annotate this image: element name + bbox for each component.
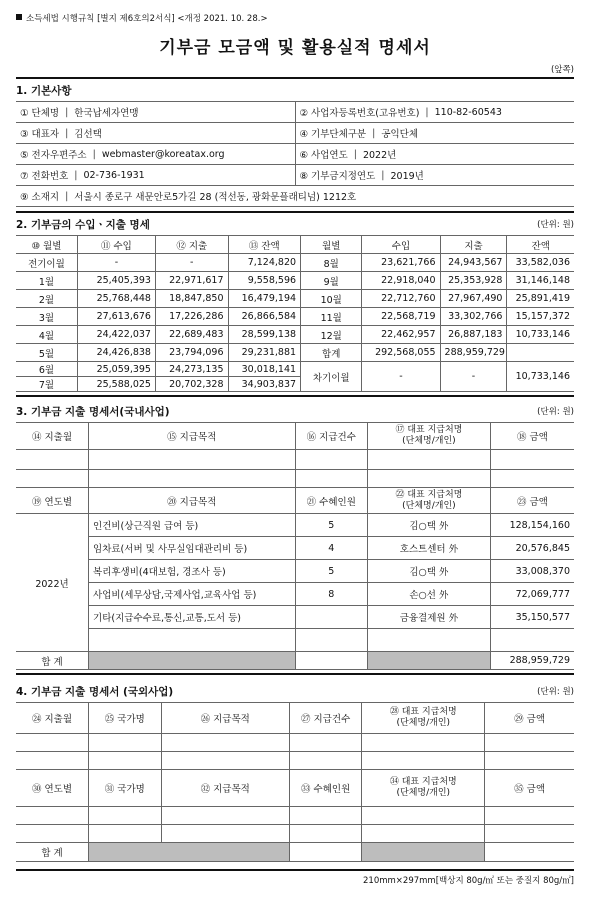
- org-type: 공익단체: [381, 129, 419, 140]
- email: webmaster@koreatax.org: [101, 148, 225, 160]
- phone-label: ⑦ 전화번호: [20, 171, 69, 182]
- address-label: ⑨ 소재지: [20, 192, 60, 203]
- carry-forward-expense: -: [440, 362, 507, 392]
- table-row: 7월 25,588,025 20,702,328 34,903,837: [16, 377, 574, 392]
- domestic-header-row-1: ⑭ 지출월 ⑮ 지급목적 ⑯ 지급건수 ⑰ 대표 지급처명 (단체명/개인) ⑱ 금액: [16, 423, 574, 450]
- domestic-total-row: 합 계 288,959,729: [16, 652, 574, 670]
- table-row: 6월 25,059,395 24,273,135 30,018,141 차기이월 - - 10,733,146: [16, 362, 574, 377]
- org-type-label: ④ 기부단체구분: [299, 129, 367, 140]
- income-header-row: ⑩ 월별 ⑪ 수입 ⑫ 지출 ⑬ 잔액 월별 수입 지출 잔액: [16, 236, 574, 254]
- reg-no: 110-82-60543: [434, 106, 502, 118]
- table-row: 5월 24,426,838 23,794,096 29,231,881 합계 292,568,055 288,959,729: [16, 344, 574, 362]
- overseas-total-row: 합 계: [16, 843, 574, 862]
- table-row: 사업비(세무상담,국제사업,교육사업 등) 8 손○선 外 72,069,777: [16, 583, 574, 606]
- address: 서울시 종로구 새문안로5가길 28 (적선동, 광화문플래티넘) 1212호: [74, 192, 357, 203]
- overseas-header-row-2: ㉚ 연도별 ㉛ 국가명 ㉜ 지급목적 ㉝ 수혜인원 ㉞ 대표 지급처명 (단체명/개인) ㉟ 금액: [16, 770, 574, 807]
- org-name-label: ① 단체명: [20, 108, 60, 119]
- paper-spec-footer: 210mm×297mm[백상지 80g/㎡ 또는 중질지 80g/㎡]: [363, 876, 574, 886]
- table-row: 기타(지급수수료,통신,교통,도서 등) 금융결제원 外 35,150,577: [16, 606, 574, 629]
- domestic-total: 288,959,729: [490, 652, 574, 670]
- fiscal-year: 2022년: [362, 150, 397, 161]
- table-row: 전기이월 - - 7,124,820 8월 23,621,766 24,943,567 33,582,036: [16, 254, 574, 272]
- table-row: 2022년 인건비(상근직원 급여 등) 5 김○택 外 128,154,160: [16, 514, 574, 537]
- section-basic-heading: 1. 기본사항: [16, 84, 72, 97]
- section-income-heading: 2. 기부금의 수입ㆍ지출 명세 (단위: 원): [16, 218, 574, 231]
- form-page: [16, 12, 574, 862]
- designated-year: 2019년: [390, 171, 424, 182]
- domestic-header-row-2: ⑲ 연도별 ⑳ 지급목적 ㉑ 수혜인원 ㉒ 대표 지급처명 (단체명/개인) ㉓ 금액: [16, 488, 574, 514]
- table-row: 복리후생비(4대보험, 경조사 등) 5 김○택 外 33,008,370: [16, 560, 574, 583]
- email-label: ⑤ 전자우편주소: [20, 150, 87, 161]
- designated-year-label: ⑧ 기부금지정연도: [299, 171, 376, 182]
- section-overseas-heading: 4. 기부금 지출 명세서 (국외사업) (단위: 원): [16, 685, 574, 698]
- income-expense-table: [16, 235, 574, 392]
- domestic-year: 2022년: [16, 514, 89, 652]
- table-row: 4월 24,422,037 22,689,483 28,599,138 12월 22,462,957 26,887,183 10,733,146: [16, 326, 574, 344]
- basic-info-table: ① 단체명 | 한국납세자연맹 ② 사업자등록번호(고유번호) | 110-82-60543 ③ 대표자 | 김선택 ④ 기부단체구분 | 공익단체 ⑤ 전자우편주소 | webmaster@koreatax.org ⑥ 사업연도 | 2022년 ⑦ 전화번호 | 02-736-1931 ⑧ 기부금지정연도 | 2019년 ⑨ 소재지 | 서울시 종로구 새문안로5가길 28 (적선동, 광화문플래티넘) 1212호: [16, 101, 574, 207]
- square-bullet-icon: [16, 14, 22, 20]
- page-title: 기부금 모금액 및 활용실적 명세서: [159, 38, 431, 58]
- carry-forward-income: -: [362, 362, 440, 392]
- reg-no-label: ② 사업자등록번호(고유번호): [299, 108, 420, 119]
- rep-name: 김선택: [74, 129, 102, 140]
- carry-forward-balance: 10,733,146: [507, 362, 574, 392]
- table-row: 임차료(서버 및 사무실임대관리비 등) 4 호스트센터 外 20,576,845: [16, 537, 574, 560]
- table-row: 1월 25,405,393 22,971,617 9,558,596 9월 22,918,040 25,353,928 31,146,148: [16, 272, 574, 290]
- org-name: 한국납세자연맹: [74, 108, 139, 119]
- section-domestic-heading: 3. 기부금 지출 명세서(국내사업) (단위: 원): [16, 405, 574, 418]
- carry-forward-label: 차기이월: [301, 362, 362, 392]
- table-row: 2월 25,768,448 18,847,850 16,479,194 10월 22,712,760 27,967,490 25,891,419: [16, 290, 574, 308]
- overseas-expense-table: [16, 702, 574, 862]
- domestic-expense-table: [16, 422, 574, 670]
- fiscal-year-label: ⑥ 사업연도: [299, 150, 348, 161]
- form-reference: 소득세법 시행규칙 [별지 제6호의2서식] <개정 2021. 10. 28.>: [16, 12, 574, 26]
- front-side-label: (앞쪽): [550, 65, 574, 75]
- table-row: 3월 27,613,676 17,226,286 26,866,584 11월 22,568,719 33,302,766 15,157,372: [16, 308, 574, 326]
- overseas-header-row-1: ㉔ 지출월 ㉕ 국가명 ㉖ 지급목적 ㉗ 지급건수 ㉘ 대표 지급처명 (단체명/개인) ㉙ 금액: [16, 703, 574, 734]
- phone: 02-736-1931: [83, 169, 145, 181]
- rep-label: ③ 대표자: [20, 129, 60, 140]
